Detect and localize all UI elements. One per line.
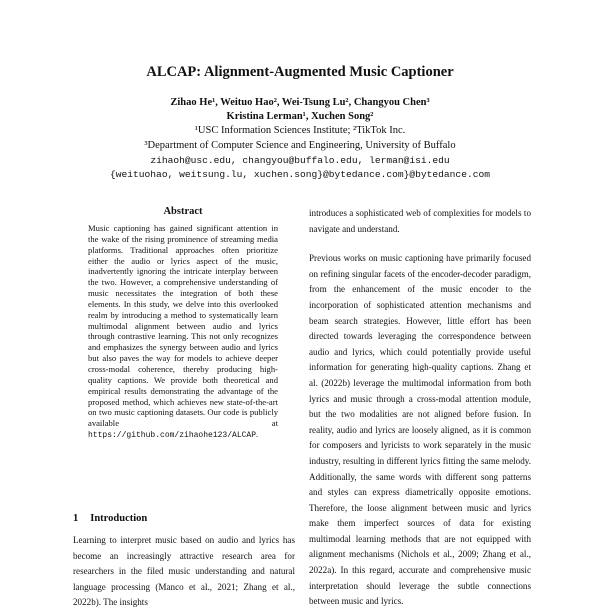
author-list-line-2: Kristina Lerman¹, Xuchen Song² — [226, 111, 374, 122]
author-list-line-1: Zihao He¹, Weituo Hao², Wei-Tsung Lu², Changyou Chen³ — [170, 97, 430, 108]
introduction-paragraph-2: Previous works on music captioning have primarily focused on refining singular facets of the encoder-decoder paradigm, from the enhancement of the music encoder to the incorporation of sophisticated attention mechanisms and beam search strategies. However, little effort has been directed towards leveraging the correspondence between audio and lyrics, which could potentially provide useful information for generating high-quality captions. Zhang et al. (2022b) leverage the multimodal information from both lyrics and music through a cross-modal attention module, but the two modalities are not aligned before fusion. In reality, audio and lyrics are loosely aligned, as it is common for composers and lyricists to work separately in the music industry, resulting in different lyrics fitting the same melody. Additionally, the same words with different song patterns and styles can express diametrically opposite emotions. Therefore, the loose alignment between music and lyrics make them imperfect sources of data for existing multimodal learning methods that are not equipped with alignment mechanisms (Nichols et al., 2009; Zhang et al., 2022a). In this regard, accurate and comprehensive music interpretation should leverage the subtle connections between music and lyrics. — [309, 253, 531, 607]
abstract-text: Music captioning has gained significant attention in the wake of the rising prominence of streaming media platforms. Traditional approaches often prioritize either the audio or lyrics aspect of the music, inadvertently ignoring the intricate interplay between the two. However, a comprehensive understanding of music necessitates the integration of both these elements. In this study, we delve into this overlooked realm by introducing a method to systematically learn multimodal alignment between audio and lyrics through contrastive learning. This not only recognizes and emphasizes the synergy between audio and lyrics but also paves the way for models to achieve deeper cross-modal coherence, thereby producing high-quality captions. We provide both theoretical and empirical results demonstrating the advantage of the proposed method, which achieves new state-of-the-art on two music captioning datasets. Our code is publicly available at — [88, 223, 278, 429]
abstract-end: . — [256, 429, 259, 440]
abstract-heading: Abstract — [163, 206, 203, 217]
abstract-body — [88, 223, 278, 442]
section-title: Introduction — [90, 513, 148, 524]
introduction-paragraph-1: introduces a sophisticated web of complexities for models to navigate and understand. — [309, 208, 531, 234]
code-link[interactable]: https://github.com/zihaohe123/ALCAP — [88, 431, 257, 441]
email-line-2: {weituohao, weitsung.lu, xuchen.song}@bytedance.com}@bytedance.com — [110, 169, 490, 180]
section-heading-introduction — [73, 513, 147, 524]
email-line-1: zihaoh@usc.edu, changyou@buffalo.edu, lerman@isi.edu — [150, 155, 450, 166]
introduction-left-column: Learning to interpret music based on audio and lyrics has become an increasingly attractive research area for researchers in the filed music understanding and natural language processing (Manco et al., 2021; Zhang et al., 2022b). The insights — [73, 535, 295, 608]
right-column — [309, 206, 531, 610]
paper-title: ALCAP: Alignment-Augmented Music Captioner — [146, 64, 454, 80]
affiliation-line-1: ¹USC Information Sciences Institute; ²TikTok Inc. — [194, 125, 406, 136]
section-number: 1 — [73, 513, 79, 524]
affiliation-line-2: ³Department of Computer Science and Engineering, University of Buffalo — [144, 140, 456, 151]
